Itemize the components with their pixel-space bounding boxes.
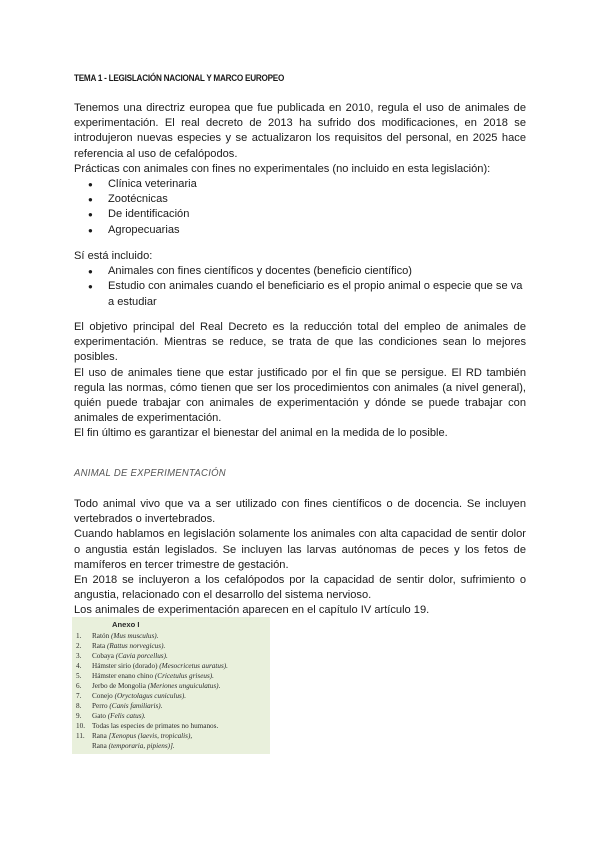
document-title: TEMA 1 - LEGISLACIÓN NACIONAL Y MARCO EUROPEO [74,73,285,84]
list-item: ● Clínica veterinaria [74,177,526,192]
intro-paragraph: Tenemos una directriz europea que fue publicada en 2010, regula el uso de animales de experimentación. El real decreto de 2013 ha sufrido dos modificaciones, en 2018 se introdujeron nuevas especies y se actualizaron los requisitos del personal, en 2025 hace referencia al uso de cefalópodos. [74,102,526,160]
included-intro: Sí está incluido: [74,250,153,262]
annex-row: 4. Hámster sirio (dorado) (Mesocricetus auratus). [76,662,228,670]
animal-paragraph-4: Los animales de experimentación aparecen en el capítulo IV artículo 19. [74,604,430,617]
objective-section [74,320,526,442]
animal-section [74,497,526,619]
annex-row: 6. Jerbo de Mongolia (Meriones unguiculatus). [76,682,221,690]
list-item: ● Zootécnicas [74,192,526,207]
annex-row: 7. Conejo (Oryctolagus cuniculus). [76,692,187,700]
annex-row: 3. Cobaya (Cavia porcellus). [76,652,168,660]
annex-title: Anexo I [112,620,140,629]
included-list [74,264,526,310]
practices-list [74,177,526,238]
annex-row: 11. Rana [Xenopus (laevis, tropicalis), [76,732,193,740]
annex-row: 5. Hámster enano chino (Cricetulus griseus). [76,672,214,680]
animal-paragraph-1: Todo animal vivo que va a ser utilizado con fines científicos o de docencia. Se incluyen vertebrados o invertebrados. [74,498,526,526]
objective-paragraph-1: El objetivo principal del Real Decreto es la reducción total del empleo de animales de experimentación. Mientras se reduce, se trata de que las condiciones sean lo mejores posibles. [74,321,526,364]
objective-paragraph-2: El uso de animales tiene que estar justificado por el fin que se persigue. El RD también regula las normas, cómo tienen que ser los procedimientos con animales (a nivel general), quién puede trabajar con animales de experimentación y dónde se puede trabajar con animales de experimentación. [74,366,526,425]
animal-paragraph-2: Cuando hablamos en legislación solamente los animales con alta capacidad de sentir dolor o angustia están legislados. Se incluyen las larvas autónomas de peces y los fetos de mamíferos en tercer trimestre de gestación. [74,528,526,571]
intro-section [74,101,526,238]
list-item: ● Estudio con animales cuando el beneficiario es el propio animal o especie que se va a estudiar [74,279,526,309]
list-item: ● Agropecuarias [74,223,526,238]
annex-row: 8. Perro (Canis familiaris). [76,702,163,710]
section-heading-animal: ANIMAL DE EXPERIMENTACIÓN [74,468,226,479]
included-section [74,249,526,310]
list-item: ● De identificación [74,207,526,222]
objective-paragraph-3: El fin último es garantizar el bienestar del animal en la medida de lo posible. [74,427,448,440]
annex-image [72,617,270,754]
annex-row: 1. Ratón (Mus musculus). [76,632,159,640]
list-item: ● Animales con fines científicos y docentes (beneficio científico) [74,264,526,279]
annex-row: Rana (temporaria, pipiens)]. [92,742,175,750]
annex-row: 9. Gato (Felis catus). [76,712,146,720]
animal-paragraph-3: En 2018 se incluyeron a los cefalópodos por la capacidad de sentir dolor, sufrimiento o angustia, relacionado con el desarrollo del sistema nervioso. [74,574,526,602]
annex-row: 2. Rata (Rattus norvegicus). [76,642,166,650]
annex-row: 10. Todas las especies de primates no humanos. [76,722,219,730]
practices-intro: Prácticas con animales con fines no experimentales (no incluido en esta legislación): [74,162,491,175]
